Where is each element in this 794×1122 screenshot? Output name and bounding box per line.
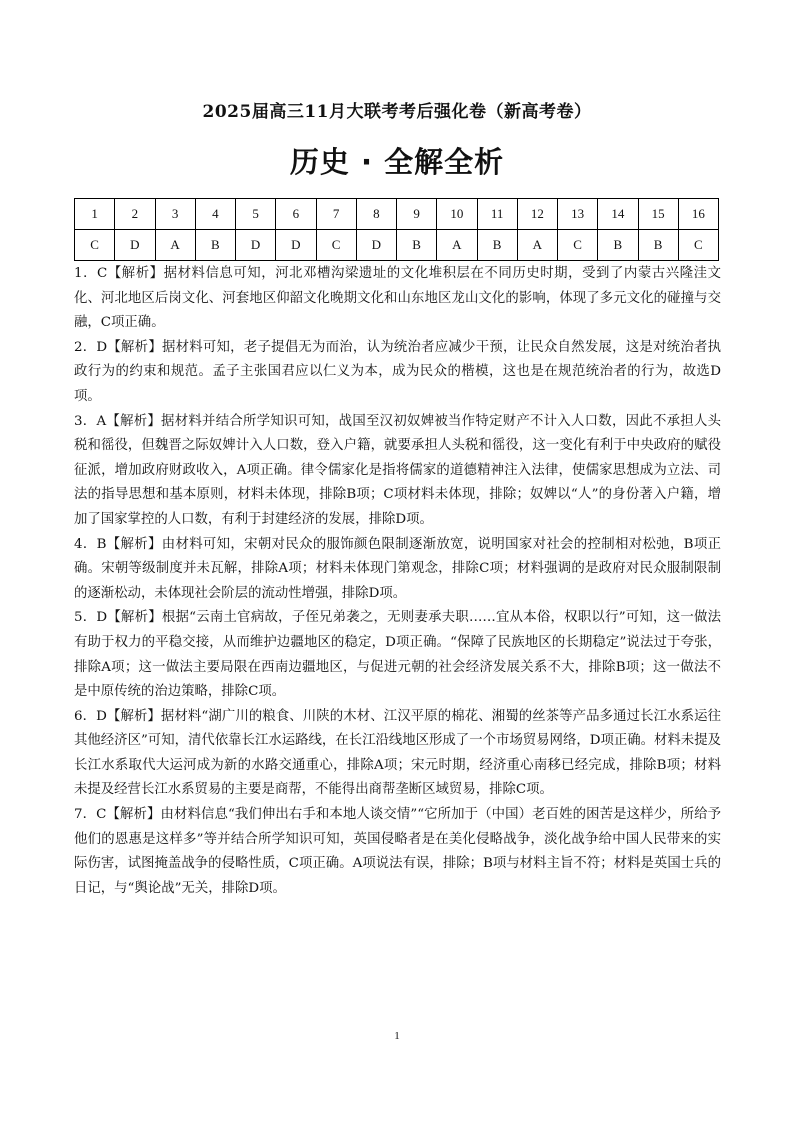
question-number-cell: 3 xyxy=(155,199,195,230)
answer-cell: B xyxy=(598,230,638,261)
question-number-cell: 9 xyxy=(397,199,437,230)
question-number-cell: 15 xyxy=(638,199,678,230)
answer-cell: D xyxy=(236,230,276,261)
answer-cell: B xyxy=(195,230,235,261)
answer-cell: A xyxy=(155,230,195,261)
question-number-cell: 14 xyxy=(598,199,638,230)
answer-cell: D xyxy=(115,230,155,261)
question-number-cell: 1 xyxy=(75,199,115,230)
page-number: 1 xyxy=(394,1030,400,1042)
answer-cell: A xyxy=(517,230,557,261)
document-title: 2025届高三11月大联考考后强化卷（新高考卷） xyxy=(202,102,592,122)
explanation-paragraph: 2．D【解析】据材料可知，老子提倡无为而治，认为统治者应减少干预，让民众自然发展，这是对统治者执政行为的约束和规范。孟子主张国君应以仁义为本，成为民众的楷模，这也是在规范统治者的行为，故选D项。 xyxy=(74,339,721,404)
question-number-cell: 5 xyxy=(236,199,276,230)
question-number-cell: 2 xyxy=(115,199,155,230)
question-number-cell: 4 xyxy=(195,199,235,230)
question-number-cell: 11 xyxy=(477,199,517,230)
question-number-cell: 13 xyxy=(558,199,598,230)
answer-cell: C xyxy=(316,230,356,261)
answer-cell: B xyxy=(397,230,437,261)
document-subtitle: 历史 · 全解全析 xyxy=(289,145,505,179)
explanations-section xyxy=(74,262,721,901)
question-number-cell: 16 xyxy=(678,199,718,230)
explanation-paragraph: 5．D【解析】根据“云南土官病故，子侄兄弟袭之，无则妻承夫职……宜从本俗，权职以行”可知，这一做法有助于权力的平稳交接，从而维护边疆地区的稳定，D项正确。“保障了民族地区的长期稳定”说法过于夸张，排除A项；这一做法主要局限在西南边疆地区，与促进元朝的社会经济发展关系不大，排除B项；这一做法不是中原传统的治边策略，排除C项。 xyxy=(74,610,721,700)
explanation-paragraph: 3．A【解析】据材料并结合所学知识可知，战国至汉初奴婢被当作特定财产不计入人口数，因此不承担人头税和徭役，但魏晋之际奴婢计入人口数，登入户籍，就要承担人头税和徭役，这一变化有利于中央政府的赋役征派，增加政府财政收入，A项正确。律令儒家化是指将儒家的道德精神注入法律，使儒家思想成为立法、司法的指导思想和基本原则，材料未体现，排除B项；C项材料未体现，排除；奴婢以“人”的身份著入户籍，增加了国家掌控的人口数，有利于封建经济的发展，排除D项。 xyxy=(74,413,721,527)
explanation-paragraph: 7．C【解析】由材料信息“我们伸出右手和本地人谈交情”“它所加于（中国）老百姓的困苦是这样少，所给予他们的恩惠是这样多”等并结合所学知识可知，英国侵略者是在美化侵略战争，淡化战争给中国人民带来的实际伤害，试图掩盖战争的侵略性质，C项正确。A项说法有误，排除；B项与材料主旨不符；材料是英国士兵的日记，与“舆论战”无关，排除D项。 xyxy=(74,807,721,896)
answer-cell: C xyxy=(75,230,115,261)
answer-table xyxy=(74,198,719,261)
answer-cell: D xyxy=(276,230,316,261)
question-number-cell: 12 xyxy=(517,199,557,230)
answer-cell: B xyxy=(638,230,678,261)
explanation-paragraph: 1．C【解析】据材料信息可知，河北邓槽沟梁遗址的文化堆积层在不同历史时期，受到了内蒙古兴隆洼文化、河北地区后岗文化、河套地区仰韶文化晚期文化和山东地区龙山文化的影响，体现了多元文化的碰撞与交融，C项正确。 xyxy=(74,266,721,331)
answer-cell: C xyxy=(558,230,598,261)
answer-cell: A xyxy=(437,230,477,261)
answer-table-number-row xyxy=(75,199,719,230)
explanation-paragraph: 6．D【解析】据材料“湖广川的粮食、川陕的木材、江汉平原的棉花、湘蜀的丝茶等产品多通过长江水系运往其他经济区”可知，清代依靠长江水运路线，在长江沿线地区形成了一个市场贸易网络，D项正确。材料未提及长江水系取代大运河成为新的水路交通重心，排除A项；宋元时期，经济重心南移已经完成，排除B项；材料未提及经营长江水系贸易的主要是商帮，不能得出商帮垄断区域贸易，排除C项。 xyxy=(74,708,721,798)
answer-cell: D xyxy=(356,230,396,261)
question-number-cell: 8 xyxy=(356,199,396,230)
question-number-cell: 7 xyxy=(316,199,356,230)
question-number-cell: 10 xyxy=(437,199,477,230)
explanation-paragraph: 4．B【解析】由材料可知，宋朝对民众的服饰颜色限制逐渐放宽，说明国家对社会的控制相对松弛，B项正确。宋朝等级制度并未瓦解，排除A项；材料未体现门第观念，排除C项；材料强调的是政府对民众服制限制的逐渐松动，未体现社会阶层的流动性增强，排除D项。 xyxy=(74,536,721,601)
answer-cell: B xyxy=(477,230,517,261)
answer-cell: C xyxy=(678,230,718,261)
question-number-cell: 6 xyxy=(276,199,316,230)
answer-table-answer-row xyxy=(75,230,719,261)
